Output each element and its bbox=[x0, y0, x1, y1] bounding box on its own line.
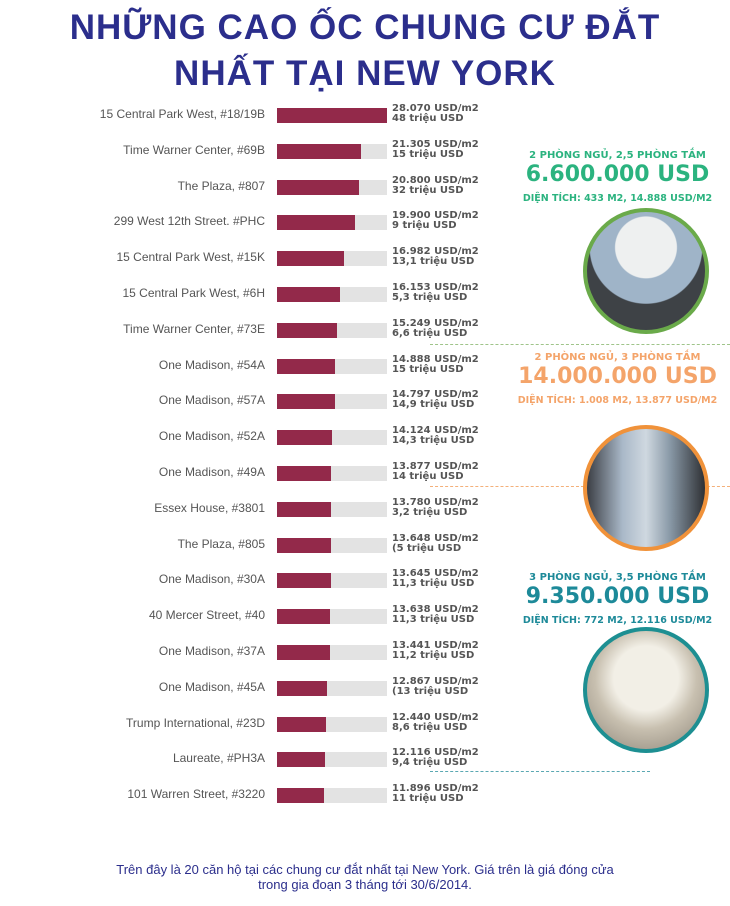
bar-track bbox=[277, 609, 387, 624]
bar bbox=[277, 144, 361, 159]
bar-track bbox=[277, 251, 387, 266]
footer-line-2: trong gia đoạn 3 tháng tới 30/6/2014. bbox=[258, 877, 472, 892]
bar-track bbox=[277, 323, 387, 338]
category-label: The Plaza, #807 bbox=[177, 178, 265, 193]
value-labels bbox=[392, 534, 479, 554]
category-label: Laureate, #PH3A bbox=[172, 751, 265, 766]
title-line-1: NHỮNG CAO ỐC CHUNG CƯ ĐẮT bbox=[69, 8, 661, 47]
apartment-callout bbox=[505, 352, 730, 406]
total-price-label: 11 triệu USD bbox=[392, 793, 464, 805]
value-labels bbox=[392, 677, 479, 697]
bar-row bbox=[0, 245, 500, 275]
total-price-label: 13,1 triệu USD bbox=[392, 256, 475, 268]
total-price-label: 9,4 triệu USD bbox=[392, 757, 468, 769]
bar-row bbox=[0, 102, 500, 132]
total-price-label: 9 triệu USD bbox=[392, 220, 457, 232]
bar bbox=[277, 394, 335, 409]
price-per-m2-label: 14.888 USD/m2 bbox=[392, 353, 479, 365]
category-label: Time Warner Center, #73E bbox=[123, 321, 265, 336]
price-label: 9.350.000 USD bbox=[525, 584, 710, 609]
value-labels bbox=[392, 176, 479, 196]
bar-row bbox=[0, 281, 500, 311]
bar-row bbox=[0, 353, 500, 383]
bar-row bbox=[0, 603, 500, 633]
bar-track bbox=[277, 108, 387, 123]
value-labels bbox=[392, 283, 479, 303]
bar bbox=[277, 215, 355, 230]
total-price-label: 48 triệu USD bbox=[392, 113, 464, 124]
price-per-m2-label: 21.305 USD/m2 bbox=[392, 138, 479, 150]
value-labels bbox=[392, 569, 479, 589]
bar bbox=[277, 645, 330, 660]
value-labels bbox=[392, 140, 479, 160]
category-label: One Madison, #37A bbox=[158, 644, 265, 658]
bar bbox=[277, 573, 331, 588]
bar-row bbox=[0, 424, 500, 454]
value-labels bbox=[392, 355, 479, 375]
category-label: The Plaza, #805 bbox=[177, 536, 265, 551]
price-label: 6.600.000 USD bbox=[525, 162, 710, 187]
category-label: 15 Central Park West, #6H bbox=[122, 286, 265, 300]
bar-track bbox=[277, 717, 387, 732]
bar bbox=[277, 502, 331, 517]
category-label: 15 Central Park West, #18/19B bbox=[99, 107, 265, 121]
category-label: One Madison, #54A bbox=[158, 357, 265, 372]
category-label: One Madison, #52A bbox=[158, 429, 265, 444]
bar bbox=[277, 681, 327, 696]
rooms-label: 2 PHÒNG NGỦ, 2,5 PHÒNG TẮM bbox=[529, 150, 706, 161]
apartment-callout bbox=[505, 572, 730, 626]
bar bbox=[277, 251, 344, 266]
price-per-m2-label: 13.780 USD/m2 bbox=[392, 496, 479, 508]
bar bbox=[277, 287, 340, 302]
total-price-label: 11,2 triệu USD bbox=[392, 650, 475, 661]
value-labels bbox=[392, 390, 479, 410]
price-per-m2-label: 12.440 USD/m2 bbox=[392, 711, 479, 723]
bar-track bbox=[277, 430, 387, 445]
price-per-m2-label: 13.638 USD/m2 bbox=[392, 604, 479, 616]
total-price-label: 32 triệu USD bbox=[392, 184, 464, 196]
bar-row bbox=[0, 782, 500, 812]
divider-green bbox=[430, 344, 730, 345]
area-label: DIỆN TÍCH: 1.008 M2, 13.877 USD/M2 bbox=[517, 395, 718, 406]
bar-row bbox=[0, 138, 500, 168]
category-label: Essex House, #3801 bbox=[154, 500, 265, 515]
total-price-label: 3,2 triệu USD bbox=[392, 506, 468, 518]
category-label: One Madison, #30A bbox=[158, 572, 265, 587]
price-per-m2-label: 15.249 USD/m2 bbox=[392, 317, 479, 329]
price-per-m2-label: 19.900 USD/m2 bbox=[392, 210, 479, 222]
value-labels bbox=[392, 426, 479, 446]
category-label: 15 Central Park West, #15K bbox=[116, 250, 265, 265]
price-per-m2-label: 14.124 USD/m2 bbox=[392, 425, 479, 437]
bar-row bbox=[0, 174, 500, 204]
value-labels bbox=[392, 462, 479, 482]
bar-row bbox=[0, 746, 500, 776]
value-labels bbox=[392, 498, 479, 518]
bar-track bbox=[277, 394, 387, 409]
value-labels bbox=[392, 784, 479, 804]
bar-track bbox=[277, 788, 387, 803]
category-label: One Madison, #57A bbox=[158, 393, 265, 408]
bar-track bbox=[277, 538, 387, 553]
divider-teal bbox=[430, 771, 650, 772]
category-label: 299 West 12th Street. #PHC bbox=[113, 214, 265, 229]
bar-row bbox=[0, 317, 500, 347]
value-labels bbox=[392, 748, 479, 768]
bar bbox=[277, 752, 325, 767]
area-label: DIỆN TÍCH: 772 M2, 12.116 USD/M2 bbox=[522, 615, 713, 626]
bar-track bbox=[277, 287, 387, 302]
rooms-label: 3 PHÒNG NGỦ, 3,5 PHÒNG TẮM bbox=[529, 572, 706, 583]
bar-row bbox=[0, 675, 500, 705]
bar-row bbox=[0, 711, 500, 741]
bar-row bbox=[0, 639, 500, 669]
bar-row bbox=[0, 209, 500, 239]
bar bbox=[277, 717, 326, 732]
bar-row bbox=[0, 496, 500, 526]
total-price-label: 6,6 triệu USD bbox=[392, 327, 468, 339]
bar-row bbox=[0, 532, 500, 562]
total-price-label: 11,3 triệu USD bbox=[392, 578, 475, 590]
bar-track bbox=[277, 359, 387, 374]
value-labels bbox=[392, 211, 479, 231]
bar-row bbox=[0, 460, 500, 490]
footer-line-1: Trên đây là 20 căn hộ tại các chung cư đắt nhất tại New York. Giá trên là giá đóng cửa bbox=[116, 862, 614, 877]
category-label: Time Warner Center, #69B bbox=[123, 142, 265, 157]
footer-note bbox=[0, 862, 730, 892]
bar bbox=[277, 466, 331, 481]
price-label: 14.000.000 USD bbox=[518, 364, 717, 389]
bar-track bbox=[277, 645, 387, 660]
price-per-m2-label: 12.116 USD/m2 bbox=[392, 747, 479, 759]
price-per-m2-label: 16.982 USD/m2 bbox=[392, 246, 479, 258]
bar-row bbox=[0, 388, 500, 418]
price-per-m2-label: 20.800 USD/m2 bbox=[392, 174, 479, 186]
bar bbox=[277, 323, 337, 338]
price-per-m2-label: 13.441 USD/m2 bbox=[392, 640, 479, 651]
value-labels bbox=[392, 605, 479, 625]
price-per-m2-label: 28.070 USD/m2 bbox=[392, 103, 479, 114]
apartment-photo bbox=[583, 627, 709, 753]
category-label: One Madison, #49A bbox=[158, 465, 265, 479]
bar-row bbox=[0, 567, 500, 597]
apartment-photo bbox=[583, 425, 709, 551]
bar bbox=[277, 538, 331, 553]
rooms-label: 2 PHÒNG NGỦ, 3 PHÒNG TẮM bbox=[534, 352, 701, 363]
value-labels bbox=[392, 104, 479, 124]
bar bbox=[277, 430, 332, 445]
title-line-2: NHẤT TẠI NEW YORK bbox=[174, 54, 556, 93]
bar bbox=[277, 180, 359, 195]
value-labels bbox=[392, 713, 479, 733]
bar-track bbox=[277, 752, 387, 767]
bar-track bbox=[277, 573, 387, 588]
category-label: Trump International, #23D bbox=[126, 715, 265, 730]
total-price-label: 8,6 triệu USD bbox=[392, 721, 468, 733]
apartment-callout bbox=[505, 150, 730, 204]
price-per-m2-label: 13.645 USD/m2 bbox=[392, 568, 479, 580]
total-price-label: 5,3 triệu USD bbox=[392, 292, 468, 303]
area-label: DIỆN TÍCH: 433 M2, 14.888 USD/M2 bbox=[522, 193, 713, 204]
total-price-label: 15 triệu USD bbox=[392, 148, 464, 160]
bar bbox=[277, 609, 330, 624]
price-per-m2-label: 16.153 USD/m2 bbox=[392, 282, 479, 293]
total-price-label: 14,9 triệu USD bbox=[392, 399, 475, 411]
total-price-label: (13 triệu USD bbox=[392, 685, 469, 697]
bar-track bbox=[277, 466, 387, 481]
category-label: 40 Mercer Street, #40 bbox=[148, 608, 265, 623]
category-label: 101 Warren Street, #3220 bbox=[127, 787, 265, 802]
price-per-m2-label: 12.867 USD/m2 bbox=[392, 675, 479, 687]
category-label: One Madison, #45A bbox=[158, 679, 265, 694]
bar bbox=[277, 108, 387, 123]
bar-track bbox=[277, 215, 387, 230]
value-labels bbox=[392, 319, 479, 339]
bar bbox=[277, 788, 324, 803]
value-labels bbox=[392, 641, 479, 661]
price-per-m2-label: 14.797 USD/m2 bbox=[392, 389, 479, 401]
bar-track bbox=[277, 502, 387, 517]
total-price-label: 11,3 triệu USD bbox=[392, 614, 475, 626]
value-labels bbox=[392, 247, 479, 267]
bar-track bbox=[277, 180, 387, 195]
bar-track bbox=[277, 681, 387, 696]
price-per-m2-label: 13.648 USD/m2 bbox=[392, 532, 479, 544]
total-price-label: (5 triệu USD bbox=[392, 542, 462, 554]
total-price-label: 14,3 triệu USD bbox=[392, 435, 475, 447]
bar bbox=[277, 359, 335, 374]
bar-track bbox=[277, 144, 387, 159]
total-price-label: 15 triệu USD bbox=[392, 363, 464, 375]
price-per-m2-label: 13.877 USD/m2 bbox=[392, 461, 479, 472]
apartment-photo bbox=[583, 208, 709, 334]
total-price-label: 14 triệu USD bbox=[392, 471, 464, 482]
price-per-m2-label: 11.896 USD/m2 bbox=[392, 783, 479, 795]
